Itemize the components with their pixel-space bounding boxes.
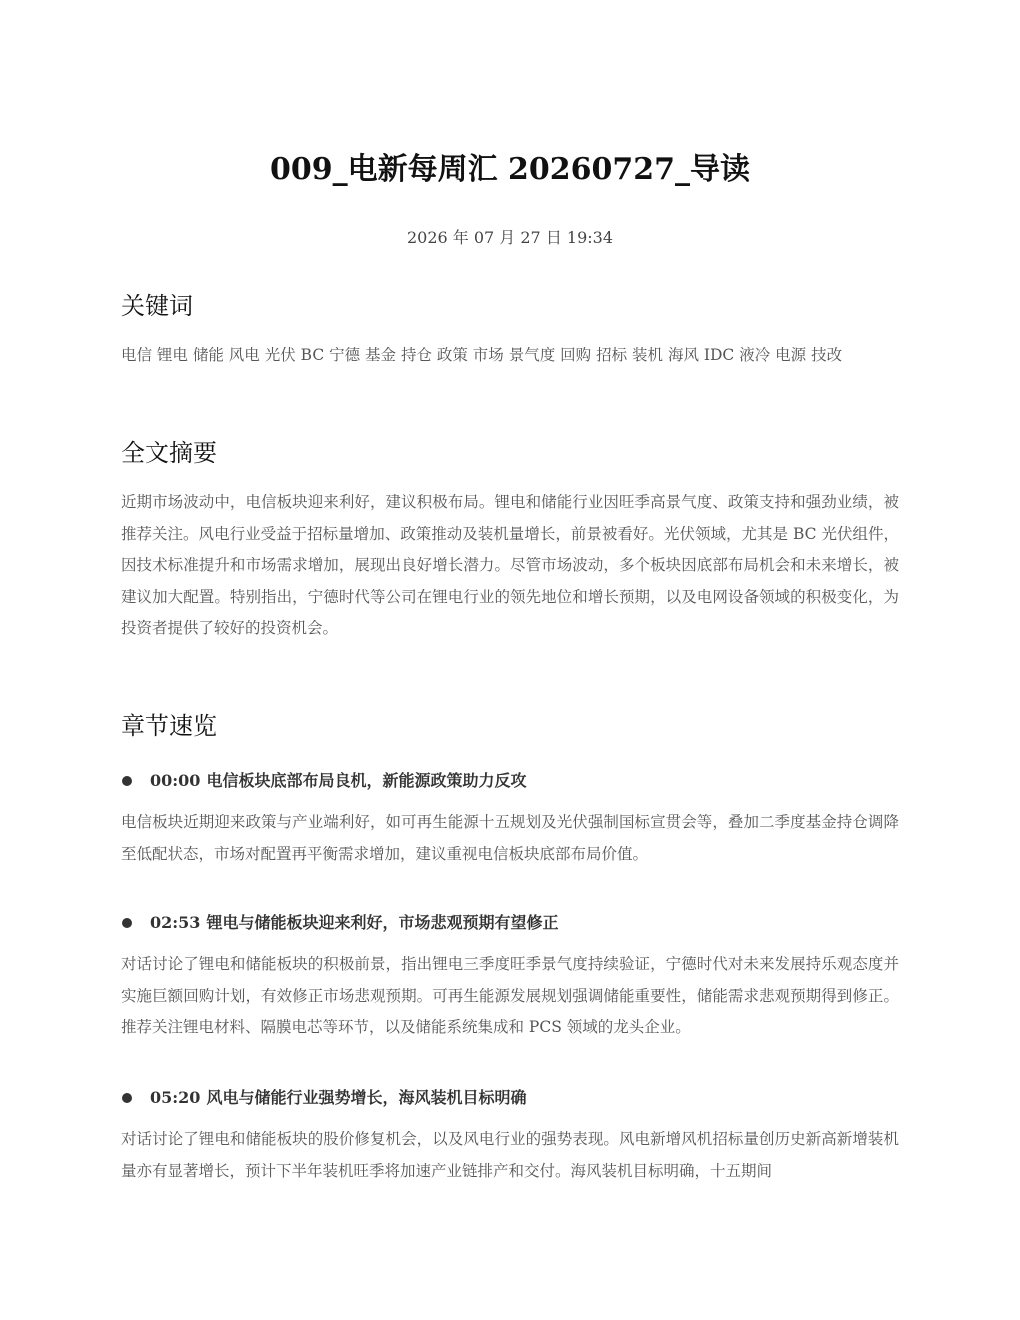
chapter-summary: 电信板块近期迎来政策与产业端利好，如可再生能源十五规划及光伏强制国标宣贯会等，叠加二季度基金持仓调降至低配状态，市场对配置再平衡需求增加，建议重视电信板块底部布局价值。 — [121, 813, 899, 863]
chapter-title: 风电与储能行业强势增长，海风装机目标明确 — [206, 1088, 527, 1107]
keywords-list: 电信 锂电 储能 风电 光伏 BC 宁德 基金 持仓 政策 市场 景气度 回购 招标 装机 海风 IDC 液冷 电源 技改 — [121, 346, 843, 364]
document-date: 2026 年 07 月 27 日 19:34 — [406, 228, 614, 247]
bullet-icon — [122, 1093, 132, 1103]
summary-heading: 全文摘要 — [121, 439, 217, 467]
bullet-icon — [122, 918, 132, 928]
chapter-timestamp: 00:00 — [150, 771, 201, 790]
chapter-title: 电信板块底部布局良机，新能源政策助力反攻 — [206, 771, 527, 790]
keywords-heading: 关键词 — [121, 292, 193, 320]
chapter-title: 锂电与储能板块迎来利好，市场悲观预期有望修正 — [206, 913, 559, 932]
chapters-heading: 章节速览 — [121, 712, 217, 740]
summary-text: 近期市场波动中，电信板块迎来利好，建议积极布局。锂电和储能行业因旺季高景气度、政策支持和强劲业绩，被推荐关注。风电行业受益于招标量增加、政策推动及装机量增长，前景被看好。光伏领域，尤其是 BC 光伏组件，因技术标准提升和市场需求增加，展现出良好增长潜力。尽管市场波动，多个板块因底部布局机会和未来增长，被建议加大配置。特别指出，宁德时代等公司在锂电行业的领先地位和增长预期，以及电网设备领域的积极变化，为投资者提供了较好的投资机会。 — [121, 493, 899, 638]
chapter-timestamp: 05:20 — [150, 1088, 201, 1107]
chapter-summary: 对话讨论了锂电和储能板块的积极前景，指出锂电三季度旺季景气度持续验证，宁德时代对未来发展持乐观态度并实施巨额回购计划，有效修正市场悲观预期。可再生能源发展规划强调储能重要性，储能需求悲观预期得到修正。推荐关注锂电材料、隔膜电芯等环节，以及储能系统集成和 PCS 领域的龙头企业。 — [121, 955, 899, 1037]
chapter-timestamp: 02:53 — [150, 913, 201, 932]
bullet-icon — [122, 776, 132, 786]
chapter-summary: 对话讨论了锂电和储能板块的股价修复机会，以及风电行业的强势表现。风电新增风机招标量创历史新高新增装机量亦有显著增长，预计下半年装机旺季将加速产业链排产和交付。海风装机目标明确，十五期间 — [121, 1130, 899, 1180]
document-title: 009_电新每周汇 20260727_导读 — [269, 152, 751, 187]
